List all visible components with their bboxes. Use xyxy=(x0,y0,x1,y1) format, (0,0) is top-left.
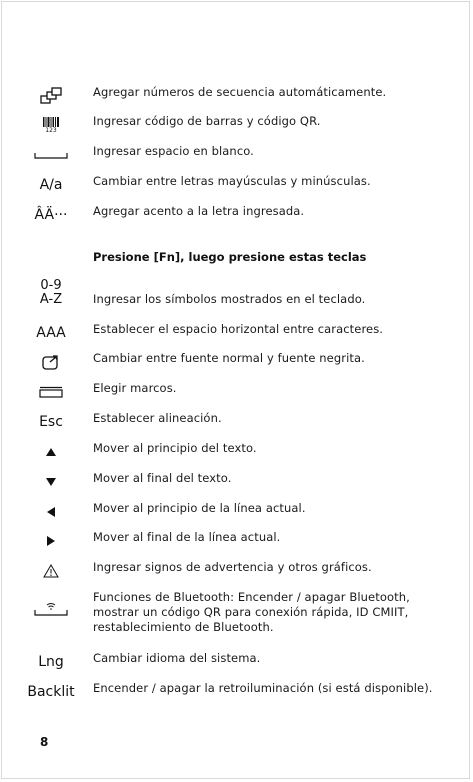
space-icon xyxy=(20,144,82,166)
list-item xyxy=(0,411,473,433)
list-item xyxy=(0,204,473,226)
frame-icon xyxy=(20,381,82,403)
item-description: Ingresar espacio en blanco. xyxy=(93,144,254,158)
list-item xyxy=(0,590,473,638)
arrow-right-icon xyxy=(20,530,82,552)
page-number: 8 xyxy=(40,735,49,749)
list-item xyxy=(0,114,473,136)
item-description: Ingresar los símbolos mostrados en el teclado. xyxy=(93,292,366,306)
item-description: Mover al final del texto. xyxy=(93,471,232,485)
list-item xyxy=(0,85,473,107)
barcode-caption: 123 xyxy=(45,126,57,134)
symbols-icon-line1: 0-9 xyxy=(40,278,62,293)
list-item xyxy=(0,381,473,403)
item-description: Cambiar entre fuente normal y fuente negrita. xyxy=(93,351,365,365)
fn-heading: Presione [Fn], luego presione estas teclas xyxy=(93,250,367,264)
bold-font-icon xyxy=(20,351,82,373)
item-description: Cambiar entre letras mayúsculas y minúsculas. xyxy=(93,174,371,188)
arrow-down-icon xyxy=(20,471,82,493)
accent-icon: ÂÄ··· xyxy=(34,207,68,223)
list-item xyxy=(0,351,473,373)
backlight-key-icon: Backlit xyxy=(27,684,75,700)
item-description: Elegir marcos. xyxy=(93,381,177,395)
item-description: Establecer el espacio horizontal entre caracteres. xyxy=(93,322,384,336)
list-item xyxy=(0,322,473,344)
list-item xyxy=(0,144,473,166)
item-description: Ingresar código de barras y código QR. xyxy=(93,114,321,128)
esc-key-icon: Esc xyxy=(39,414,63,430)
item-description: Establecer alineación. xyxy=(93,411,222,425)
list-item xyxy=(0,174,473,196)
barcode-icon xyxy=(20,114,82,136)
item-description: Encender / apagar la retroiluminación (si está disponible). xyxy=(93,681,433,695)
bluetooth-key-icon xyxy=(20,598,82,620)
item-description: Funciones de Bluetooth: Encender / apagar Bluetooth, mostrar un código QR para conexión rápida, ID CMIIT, restablecimiento de Bluetooth. xyxy=(93,590,410,634)
item-description: Agregar acento a la letra ingresada. xyxy=(93,204,305,218)
item-description: Mover al principio de la línea actual. xyxy=(93,501,306,515)
list-item xyxy=(0,560,473,582)
item-description: Cambiar idioma del sistema. xyxy=(93,651,261,665)
list-item xyxy=(0,651,473,673)
symbols-icon-line2: A-Z xyxy=(39,292,63,307)
language-key-icon: Lng xyxy=(38,654,64,670)
arrow-up-icon xyxy=(20,441,82,463)
list-item xyxy=(0,471,473,493)
item-description: Mover al principio del texto. xyxy=(93,441,257,455)
char-spacing-icon: AAA xyxy=(36,325,66,341)
list-item xyxy=(0,681,473,703)
list-item xyxy=(0,278,473,308)
item-description: Ingresar signos de advertencia y otros gráficos. xyxy=(93,560,372,574)
item-description: Agregar números de secuencia automáticamente. xyxy=(93,85,387,99)
arrow-left-icon xyxy=(20,501,82,523)
case-toggle-icon: A/a xyxy=(39,177,63,193)
list-item xyxy=(0,501,473,523)
item-description: Mover al final de la línea actual. xyxy=(93,530,281,544)
list-item xyxy=(0,530,473,552)
warning-icon xyxy=(20,560,82,582)
sequence-numbers-icon xyxy=(20,85,82,107)
symbols-icon xyxy=(20,278,82,308)
list-item xyxy=(0,441,473,463)
